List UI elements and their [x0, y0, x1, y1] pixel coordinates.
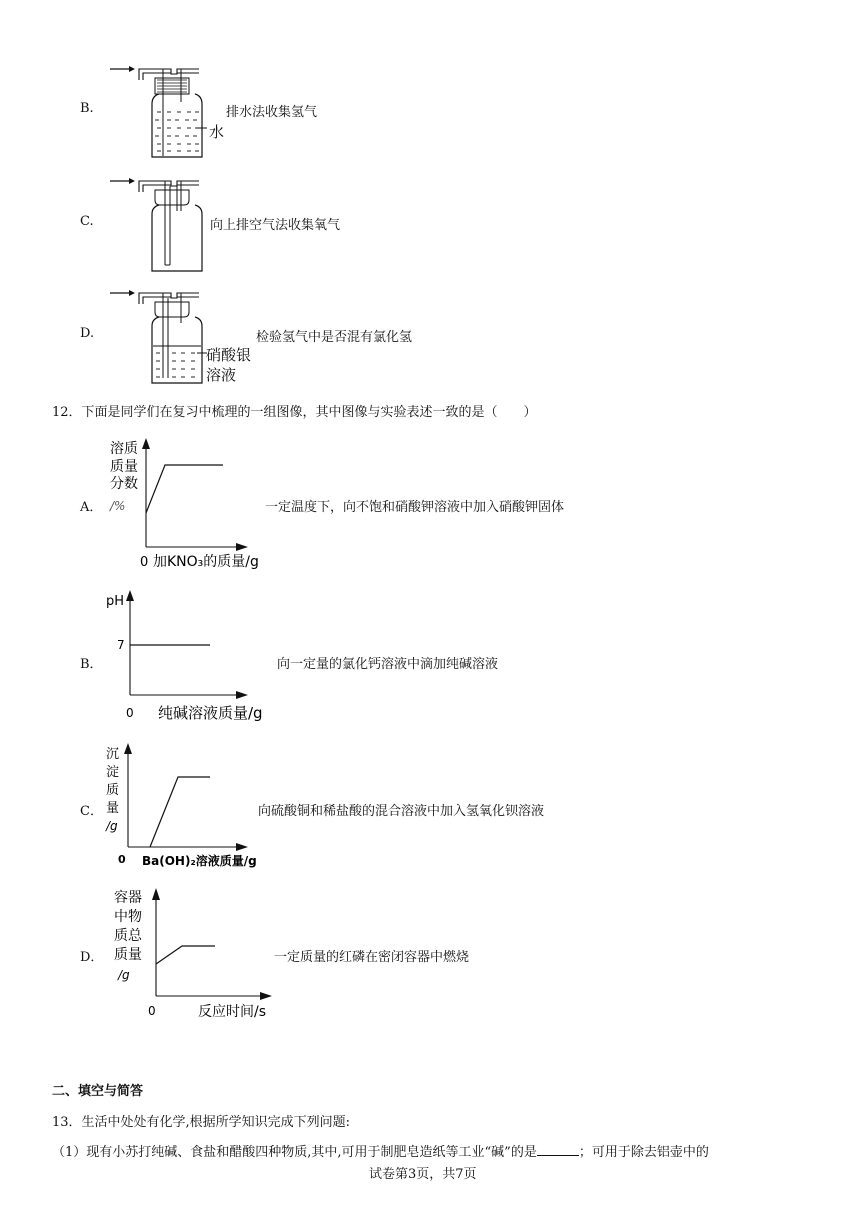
ylabel-line: 质量	[110, 459, 138, 475]
option-text-12a: 一定温度下，向不饱和硝酸钾溶液中加入硝酸钾固体	[265, 500, 565, 515]
question-13-stem: 13．生活中处处有化学,根据所学知识完成下列问题:	[52, 1115, 351, 1130]
xlabel: 反应时间/s	[198, 1004, 267, 1020]
ylabel-line: /g	[106, 819, 118, 833]
origin-label: 0	[118, 853, 126, 866]
series-line	[146, 465, 223, 513]
ylabel-line: 质	[106, 783, 120, 798]
label-solution: 溶液	[206, 366, 237, 384]
origin-label: 0	[140, 555, 149, 570]
page-footer: 试卷第3页，共7页	[369, 1167, 477, 1182]
apparatus-water-collection	[105, 62, 235, 162]
option-text-11d: 检验氢气中是否混有氯化氢	[256, 330, 413, 345]
ylabel-line: /g	[118, 968, 130, 982]
option-letter-12a: A．	[80, 500, 103, 515]
series-line	[156, 946, 215, 964]
origin-label: 0	[148, 1004, 156, 1018]
graph-12d	[102, 880, 282, 1022]
x-axis-arrow	[236, 543, 248, 551]
question-13-part1	[52, 1141, 709, 1160]
ylabel-line: 淀	[106, 765, 120, 780]
option-text-12c: 向硫酸铜和稀盐酸的混合溶液中加入氢氧化钡溶液	[258, 804, 545, 819]
ylabel-line: 分数	[110, 476, 138, 492]
y-axis-arrow	[124, 743, 132, 754]
graph-12a	[102, 435, 277, 575]
tick-label: 7	[117, 638, 125, 652]
series-line	[150, 777, 210, 847]
option-letter-11c: C.	[80, 214, 94, 229]
x-axis-arrow	[236, 843, 248, 851]
origin-label: 0	[126, 706, 134, 720]
xlabel: 加KNO₃的质量/g	[153, 554, 259, 570]
ylabel-line: 中物	[114, 909, 142, 925]
option-letter-11b: B.	[80, 101, 94, 116]
xlabel: Ba(OH)₂溶液质量/g	[142, 854, 257, 868]
graph-12b	[102, 585, 282, 725]
label-silver-nitrate: 硝酸银	[206, 346, 252, 364]
ylabel: pH	[106, 594, 125, 609]
ylabel-line: 容器	[114, 890, 142, 906]
part1-text-start: （1）现有小苏打纯碱、食盐和醋酸四种物质,其中,可用于制肥皂造纸等工业“碱”的是	[52, 1145, 537, 1160]
section-title: 二、填空与简答	[52, 1084, 144, 1099]
label-water: 水	[209, 123, 225, 141]
ylabel-line: 沉	[106, 747, 120, 762]
ylabel-line: 质量	[114, 947, 142, 963]
y-axis-arrow	[142, 438, 150, 449]
question-12-stem: 12．下面是同学们在复习中梳理的一组图像，其中图像与实验表述一致的是（ ）	[52, 405, 537, 420]
ylabel-line: 质总	[114, 928, 142, 944]
apparatus-upward-air-collection	[105, 174, 215, 278]
option-text-11b: 排水法收集氢气	[226, 105, 318, 120]
answer-blank[interactable]	[537, 1143, 579, 1156]
option-letter-12c: C．	[80, 804, 103, 819]
ylabel-line: 量	[106, 801, 120, 816]
y-axis-arrow	[152, 888, 160, 900]
y-axis-arrow	[126, 590, 134, 601]
xlabel: 纯碱溶液质量/g	[158, 704, 263, 722]
ylabel-line: 溶质	[110, 441, 138, 457]
option-text-12b: 向一定量的氯化钙溶液中滴加纯碱溶液	[277, 657, 499, 672]
option-letter-12d: D．	[80, 950, 104, 965]
graph-12c	[102, 740, 272, 875]
part1-text-end: ；可用于除去铝壶中的	[578, 1145, 709, 1160]
x-axis-arrow	[260, 992, 272, 1000]
option-text-12d: 一定质量的红磷在密闭容器中燃烧	[274, 950, 470, 965]
ylabel-line: /%	[110, 499, 126, 513]
option-letter-11d: D.	[80, 326, 95, 341]
x-axis-arrow	[236, 691, 248, 699]
option-letter-12b: B．	[80, 657, 103, 672]
option-text-11c: 向上排空气法收集氧气	[210, 218, 341, 233]
